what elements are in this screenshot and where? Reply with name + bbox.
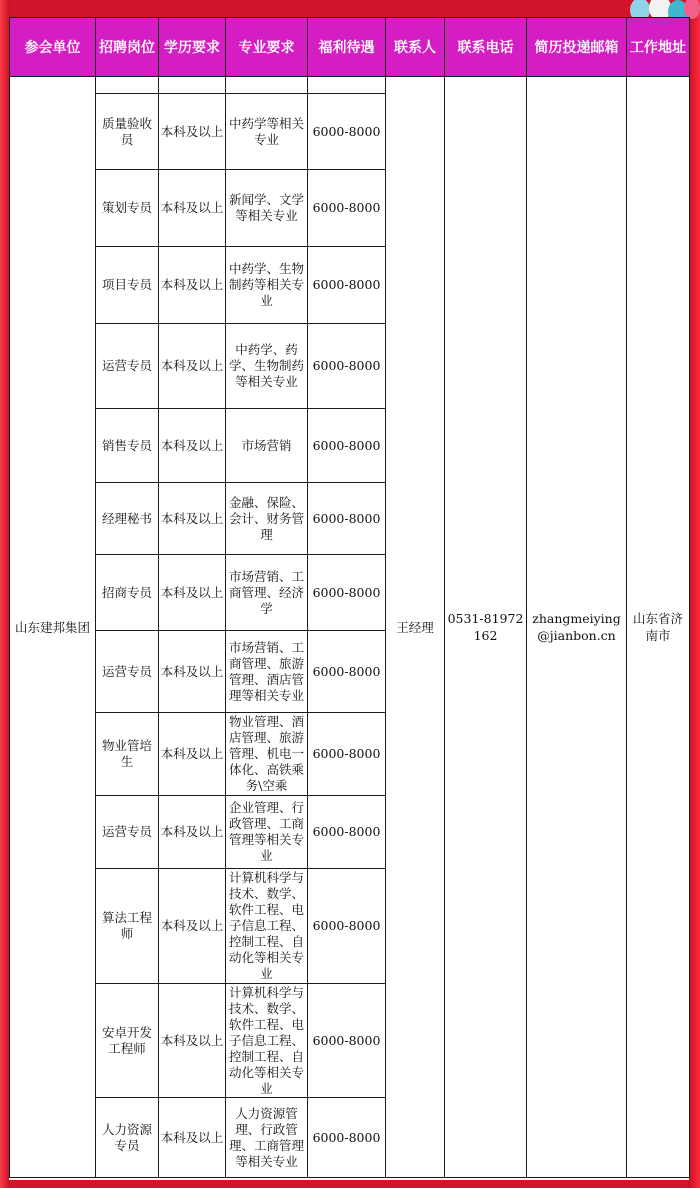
header-cell: 学历要求 <box>159 18 226 77</box>
position-cell: 人力资源专员 <box>96 1098 159 1178</box>
major-cell: 中药学、药学、生物制药等相关专业 <box>226 324 308 409</box>
major-cell: 市场营销、工商管理、经济学 <box>226 555 308 631</box>
education-cell: 本科及以上 <box>159 796 226 869</box>
address-cell: 山东省济南市 <box>627 77 690 1178</box>
major-cell: 计算机科学与技术、数学、软件工程、电子信息工程、控制工程、自动化等相关专业 <box>226 869 308 984</box>
header-cell: 工作地址 <box>627 18 690 77</box>
company-cell: 山东建邦集团 <box>10 77 96 1178</box>
salary-cell: 6000-8000 <box>308 247 386 324</box>
position-cell: 运营专员 <box>96 796 159 869</box>
position-cell: 运营专员 <box>96 324 159 409</box>
spacer-cell <box>308 77 386 94</box>
phone-cell: 0531-81972162 <box>445 77 527 1178</box>
major-cell: 人力资源管理、行政管理、工商管理等相关专业 <box>226 1098 308 1178</box>
position-cell: 招商专员 <box>96 555 159 631</box>
position-cell: 策划专员 <box>96 170 159 247</box>
position-cell: 质量验收员 <box>96 94 159 170</box>
header-cell: 招聘岗位 <box>96 18 159 77</box>
education-cell: 本科及以上 <box>159 94 226 170</box>
spacer-cell <box>159 77 226 94</box>
education-cell: 本科及以上 <box>159 631 226 713</box>
education-cell: 本科及以上 <box>159 324 226 409</box>
education-cell: 本科及以上 <box>159 869 226 984</box>
salary-cell: 6000-8000 <box>308 713 386 796</box>
position-cell: 运营专员 <box>96 631 159 713</box>
header-row <box>10 18 690 77</box>
spacer-cell <box>226 77 308 94</box>
major-cell: 中药学、生物制药等相关专业 <box>226 247 308 324</box>
salary-cell: 6000-8000 <box>308 796 386 869</box>
position-cell: 项目专员 <box>96 247 159 324</box>
email-cell: zhangmeiying@jianbon.cn <box>527 77 627 1178</box>
header-cell: 联系人 <box>386 18 445 77</box>
major-cell: 市场营销、工商管理、旅游管理、酒店管理等相关专业 <box>226 631 308 713</box>
major-cell: 中药学等相关专业 <box>226 94 308 170</box>
header-cell: 福利待遇 <box>308 18 386 77</box>
major-cell: 金融、保险、会计、财务管理 <box>226 483 308 555</box>
salary-cell: 6000-8000 <box>308 984 386 1098</box>
education-cell: 本科及以上 <box>159 984 226 1098</box>
salary-cell: 6000-8000 <box>308 869 386 984</box>
salary-cell: 6000-8000 <box>308 631 386 713</box>
education-cell: 本科及以上 <box>159 170 226 247</box>
header-cell: 专业要求 <box>226 18 308 77</box>
education-cell: 本科及以上 <box>159 409 226 483</box>
salary-cell: 6000-8000 <box>308 555 386 631</box>
position-cell: 安卓开发工程师 <box>96 984 159 1098</box>
table-row <box>10 77 690 94</box>
major-cell: 市场营销 <box>226 409 308 483</box>
position-cell: 经理秘书 <box>96 483 159 555</box>
education-cell: 本科及以上 <box>159 483 226 555</box>
education-cell: 本科及以上 <box>159 555 226 631</box>
major-cell: 新闻学、文学等相关专业 <box>226 170 308 247</box>
position-cell: 算法工程师 <box>96 869 159 984</box>
recruitment-table <box>9 17 690 1178</box>
major-cell: 物业管理、酒店管理、旅游管理、机电一体化、高铁乘务\空乘 <box>226 713 308 796</box>
header-cell: 参会单位 <box>10 18 96 77</box>
salary-cell: 6000-8000 <box>308 94 386 170</box>
education-cell: 本科及以上 <box>159 1098 226 1178</box>
salary-cell: 6000-8000 <box>308 324 386 409</box>
spacer-cell <box>96 77 159 94</box>
education-cell: 本科及以上 <box>159 713 226 796</box>
header-cell: 简历投递邮箱 <box>527 18 627 77</box>
position-cell: 销售专员 <box>96 409 159 483</box>
recruitment-table-frame <box>9 17 689 1180</box>
education-cell: 本科及以上 <box>159 247 226 324</box>
position-cell: 物业管培生 <box>96 713 159 796</box>
salary-cell: 6000-8000 <box>308 1098 386 1178</box>
salary-cell: 6000-8000 <box>308 170 386 247</box>
contact-cell: 王经理 <box>386 77 445 1178</box>
major-cell: 企业管理、行政管理、工商管理等相关专业 <box>226 796 308 869</box>
header-cell: 联系电话 <box>445 18 527 77</box>
salary-cell: 6000-8000 <box>308 409 386 483</box>
major-cell: 计算机科学与技术、数学、软件工程、电子信息工程、控制工程、自动化等相关专业 <box>226 984 308 1098</box>
salary-cell: 6000-8000 <box>308 483 386 555</box>
